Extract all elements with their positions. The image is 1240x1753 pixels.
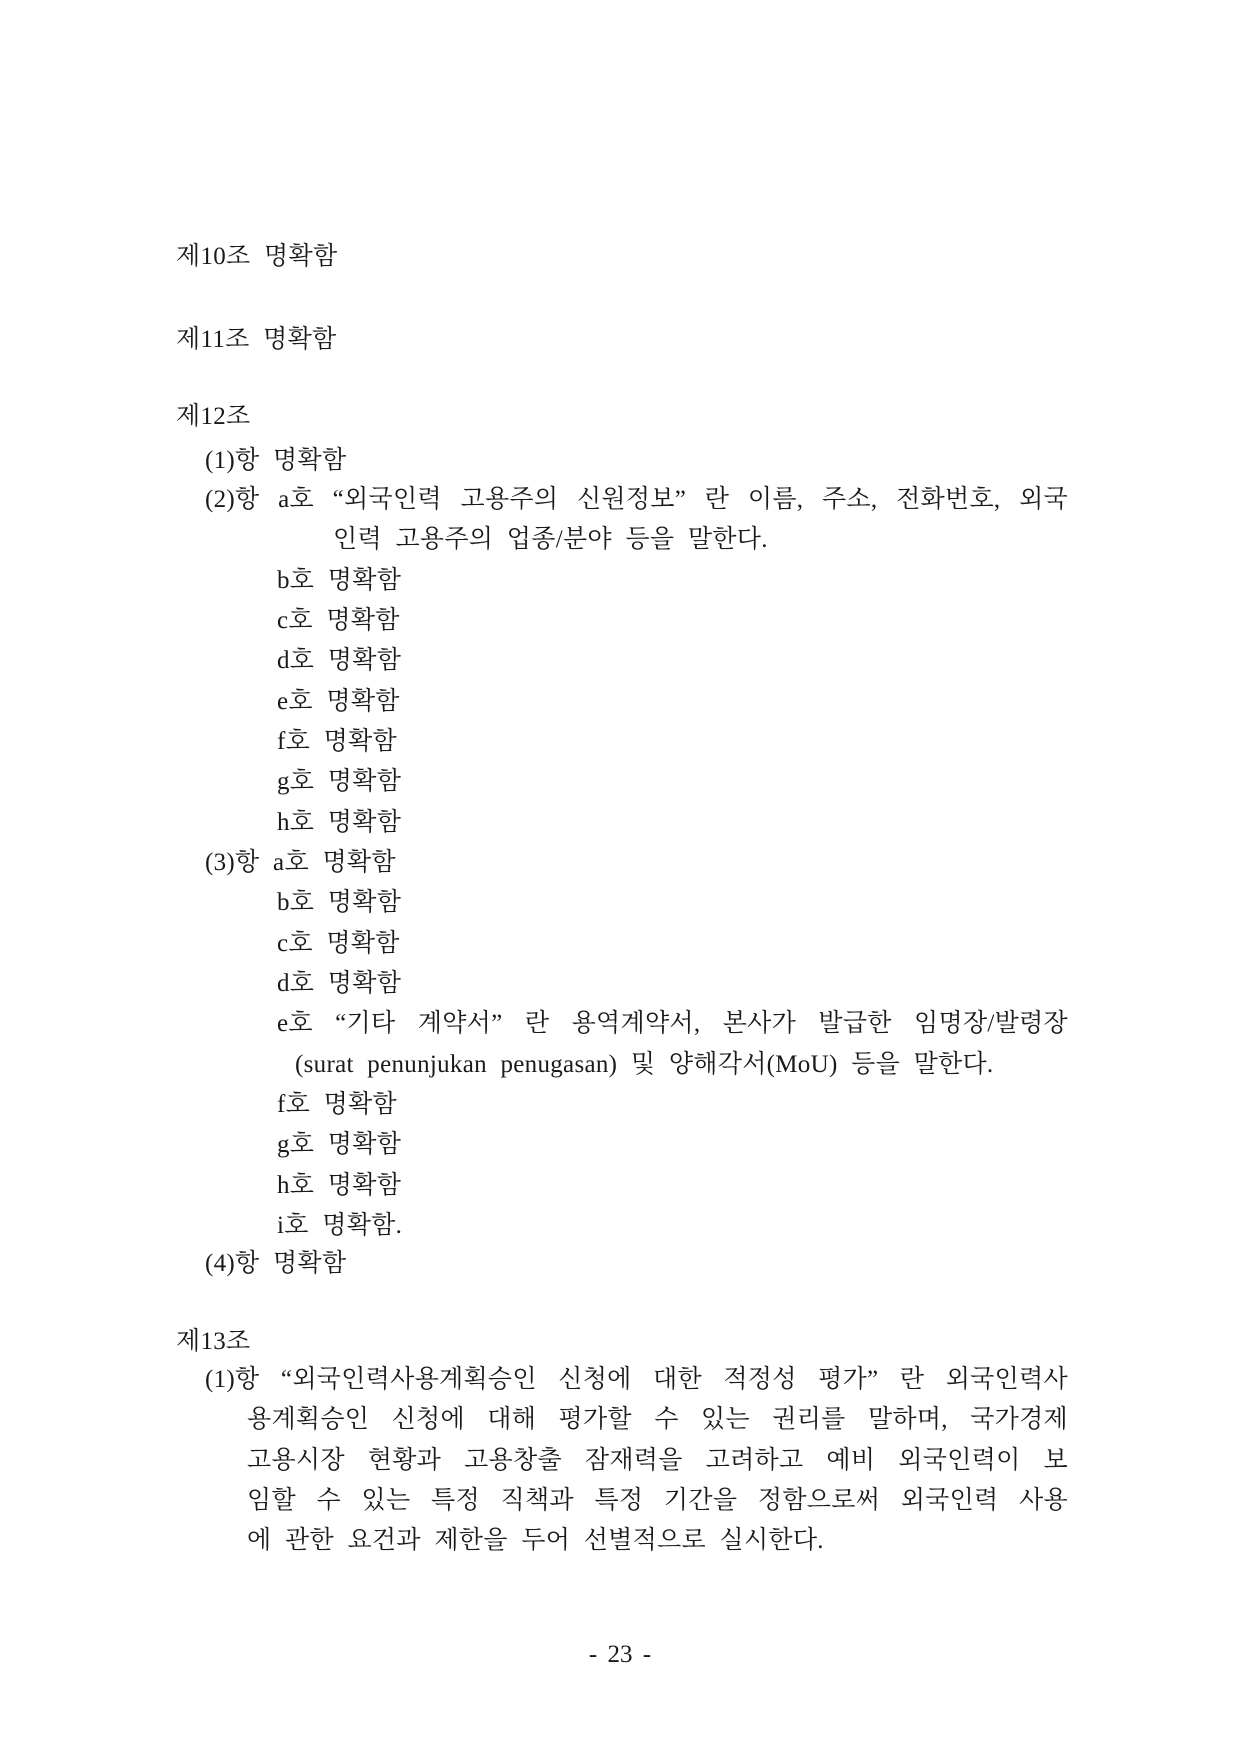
- clause-line: d호 명확함: [277, 647, 402, 674]
- clause-continuation-line: 에 관한 요건과 제한을 두어 선별적으로 실시한다.: [247, 1527, 824, 1554]
- clause-line: e호 “기타 계약서” 란 용역계약서, 본사가 발급한 임명장/발령장: [277, 1010, 1068, 1037]
- clause-line: f호 명확함: [277, 728, 397, 755]
- clause-line: h호 명확함: [277, 1172, 402, 1199]
- clause-continuation-line: 고용시장 현황과 고용창출 잠재력을 고려하고 예비 외국인력이 보: [247, 1447, 1068, 1474]
- clause-line: i호 명확함.: [277, 1212, 403, 1239]
- clause-line: (1)항 “외국인력사용계획승인 신청에 대한 적정성 평가” 란 외국인력사: [205, 1366, 1068, 1393]
- clause-line: g호 명확함: [277, 768, 402, 795]
- clause-continuation-line: 용계획승인 신청에 대해 평가할 수 있는 권리를 말하며, 국가경제: [247, 1406, 1068, 1433]
- clause-line: (3)항 a호 명확함: [205, 849, 396, 876]
- clause-line: d호 명확함: [277, 970, 402, 997]
- clause-line: (1)항 명확함: [205, 447, 347, 474]
- clause-line: h호 명확함: [277, 809, 402, 836]
- clause-line: f호 명확함: [277, 1091, 397, 1118]
- article-13-heading: 제13조: [176, 1328, 251, 1355]
- clause-line: e호 명확함: [277, 688, 400, 715]
- clause-line: (4)항 명확함: [205, 1250, 347, 1277]
- clause-line: c호 명확함: [277, 607, 400, 634]
- clause-continuation-line: 인력 고용주의 업종/분야 등을 말한다.: [333, 526, 768, 553]
- clause-continuation-line: 임할 수 있는 특정 직책과 특정 기간을 정함으로써 외국인력 사용: [247, 1487, 1068, 1514]
- page-number: - 23 -: [588, 1641, 652, 1668]
- clause-line: b호 명확함: [277, 567, 402, 594]
- clause-line: (2)항 a호 “외국인력 고용주의 신원정보” 란 이름, 주소, 전화번호, 외국: [205, 486, 1068, 513]
- clause-line: c호 명확함: [277, 930, 400, 957]
- article-11-heading: 제11조 명확함: [176, 326, 337, 353]
- clause-line: g호 명확함: [277, 1131, 402, 1158]
- clause-line: b호 명확함: [277, 889, 402, 916]
- article-10-heading: 제10조 명확함: [176, 243, 338, 270]
- article-12-heading: 제12조: [176, 403, 251, 430]
- clause-continuation-line: (surat penunjukan penugasan) 및 양해각서(MoU) 등을 말한다.: [295, 1051, 994, 1078]
